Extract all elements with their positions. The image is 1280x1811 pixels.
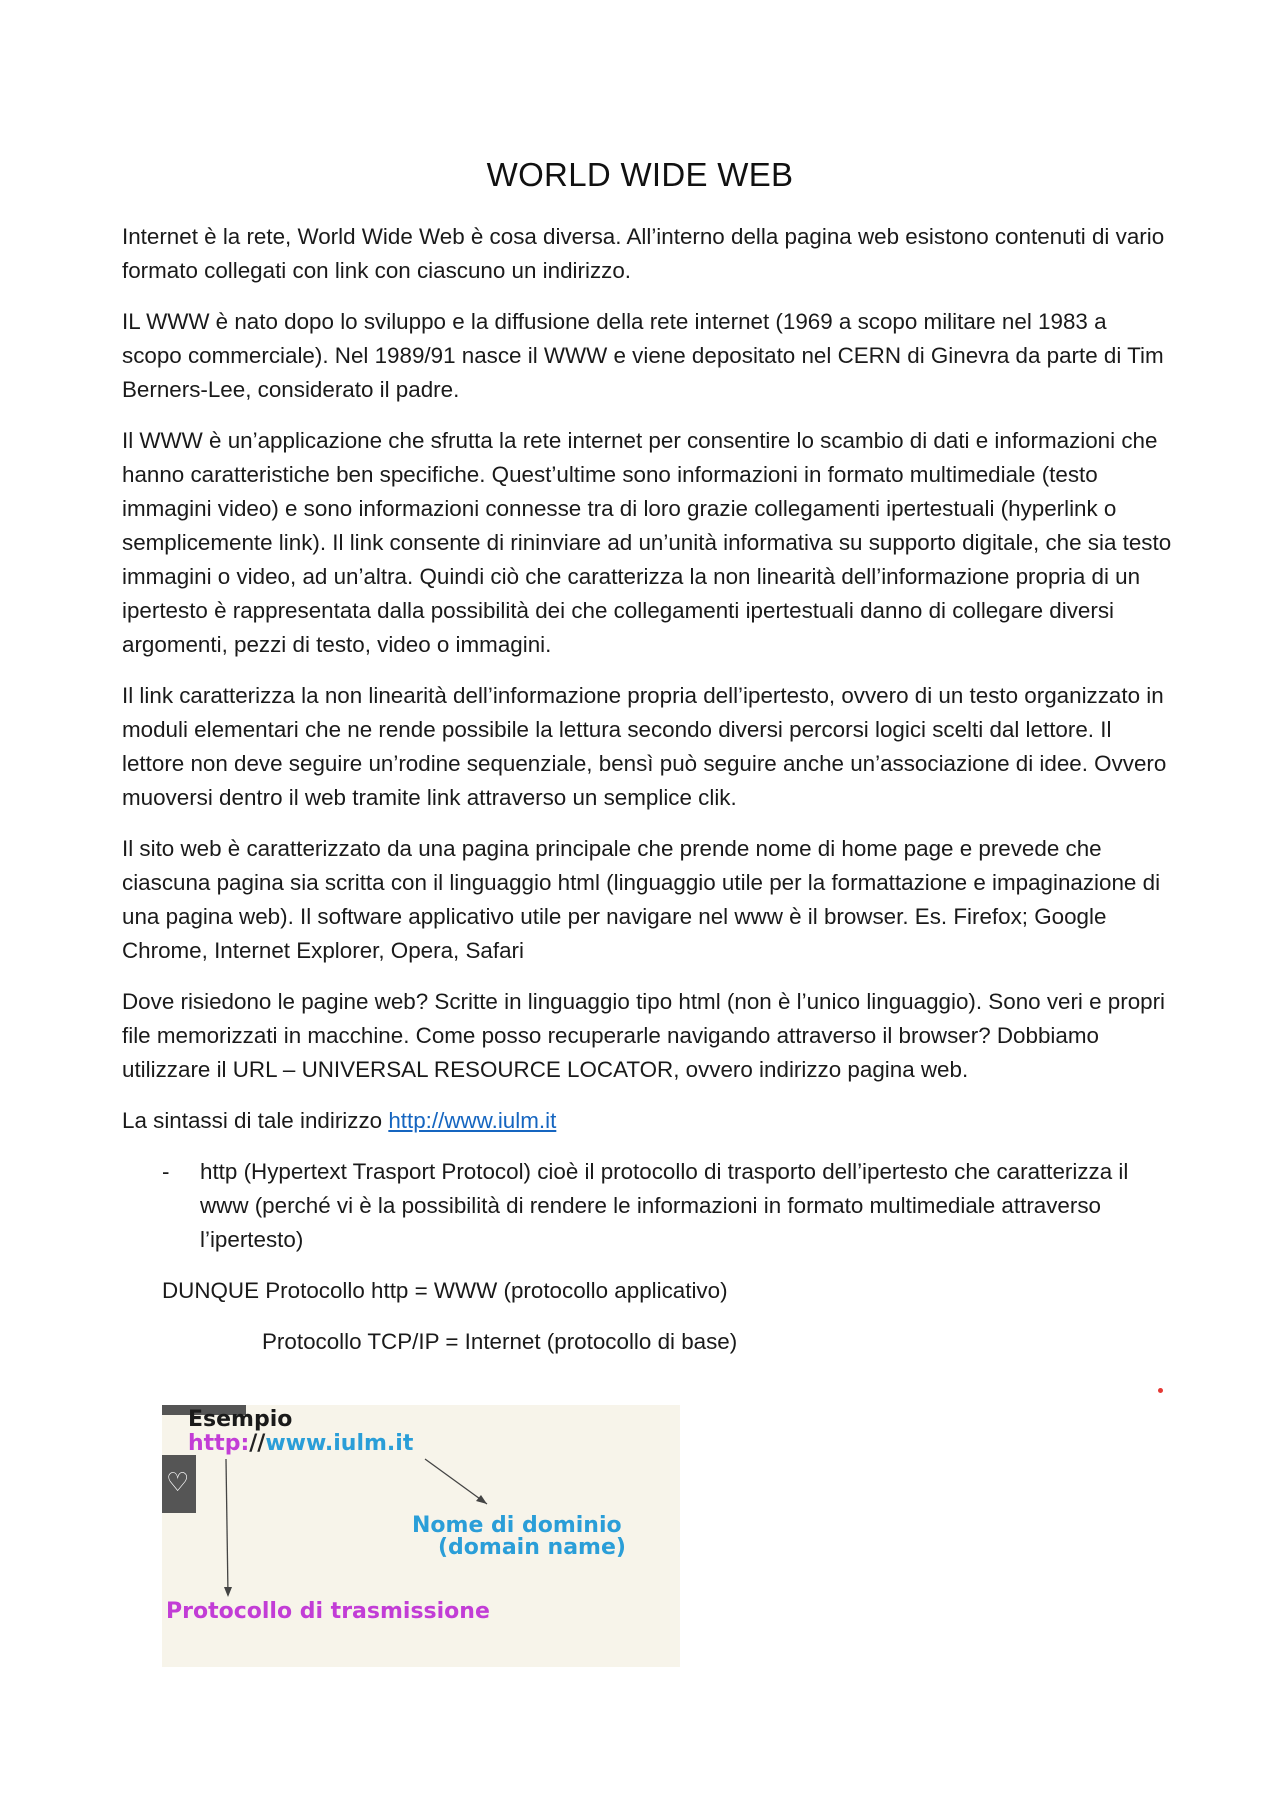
url-protocol: http: xyxy=(188,1431,250,1456)
syntax-paragraph xyxy=(122,1104,1172,1138)
paragraph-6: Dove risiedono le pagine web? Scritte in linguaggio tipo html (non è l’unico linguaggio). Sono veri e propri file memorizzati in macchine. Come posso recuperarle navigando attraverso il browser? Dobbiamo utilizzare il URL – UNIVERSAL RESOURCE LOCATOR, ovvero indirizzo pagina web. xyxy=(122,989,1166,1082)
domain-label-1: Nome di dominio xyxy=(412,1513,622,1538)
domain-arrow-line xyxy=(425,1459,487,1504)
syntax-prefix: La sintassi di tale indirizzo xyxy=(122,1108,389,1133)
iulm-link[interactable]: http://www.iulm.it xyxy=(388,1108,557,1133)
dunque-line: DUNQUE Protocollo http = WWW (protocollo applicativo) xyxy=(162,1278,728,1303)
paragraph-1: Internet è la rete, World Wide Web è cosa diversa. All’interno della pagina web esistono contenuti di vario formato collegati con link con ciascuno un indirizzo. xyxy=(122,224,1165,283)
paragraph-5: Il sito web è caratterizzato da una pagina principale che prende nome di home page e prevede che ciascuna pagina sia scritta con il linguaggio html (linguaggio utile per la formattazione e impaginazione di una pagina web). Il software applicativo utile per navigare nel www è il browser. Es. Firefox; Google Chrome, Internet Explorer, Opera, Safari xyxy=(122,836,1161,963)
paragraph-2: IL WWW è nato dopo lo sviluppo e la diffusione della rete internet (1969 a scopo militare nel 1983 a scopo commerciale). Nel 1989/91 nasce il WWW e viene depositato nel CERN di Ginevra da parte di Tim Berners-Lee, considerato il padre. xyxy=(122,309,1164,402)
bullet-item xyxy=(122,1155,1172,1257)
bullet-text: http (Hypertext Trasport Protocol) cioè il protocollo di trasporto dell’ipertesto che caratterizza il www (perché vi è la possibilità di rendere le informazioni in formato multimediale attraverso l’ipertesto) xyxy=(200,1159,1129,1252)
red-dot-mark xyxy=(1158,1388,1163,1393)
figure-heading: Esempio xyxy=(188,1407,293,1432)
url-example-figure xyxy=(162,1405,680,1667)
figure-url xyxy=(188,1431,413,1456)
domain-arrow-head xyxy=(476,1495,487,1504)
document-body xyxy=(122,220,1172,1376)
paragraph-4: Il link caratterizza la non linearità dell’informazione propria dell’ipertesto, ovvero di un testo organizzato in moduli elementari che ne rende possibile la lettura secondo diversi percorsi logici scelti dal lettore. Il lettore non deve seguire un’rodine sequenziale, bensì può seguire anche un’associazione di idee. Ovvero muoversi dentro il web tramite link attraverso un semplice clik. xyxy=(122,683,1167,810)
heart-icon: ♡ xyxy=(166,1467,190,1497)
bullet-dash: - xyxy=(162,1159,170,1184)
protocol-arrow-head xyxy=(224,1587,232,1597)
page-title: WORLD WIDE WEB xyxy=(486,156,794,193)
protocol-arrow-line xyxy=(226,1459,228,1595)
protocol-label: Protocollo di trasmissione xyxy=(166,1599,490,1624)
url-separator: // xyxy=(249,1431,266,1456)
paragraph-3: Il WWW è un’applicazione che sfrutta la rete internet per consentire lo scambio di dati e informazioni che hanno caratteristiche ben specifiche. Quest’ultime sono informazioni in formato multimediale (testo immagini video) e sono informazioni connesse tra di loro grazie collegamenti ipertestuali (hyperlink o semplicemente link). Il link consente di rininviare ad un’unità informativa su supporto digitale, che sia testo immagini o video, ad un’altra. Quindi ciò che caratterizza la non linearità dell’informazione propria di un ipertesto è rappresentata dalla possibilità dei che collegamenti ipertestuali danno di collegare diversi argomenti, pezzi di testo, video o immagini. xyxy=(122,428,1172,657)
domain-label-2: (domain name) xyxy=(438,1535,626,1560)
url-domain: www.iulm.it xyxy=(265,1431,414,1456)
tcp-line: Protocollo TCP/IP = Internet (protocollo di base) xyxy=(262,1329,738,1354)
